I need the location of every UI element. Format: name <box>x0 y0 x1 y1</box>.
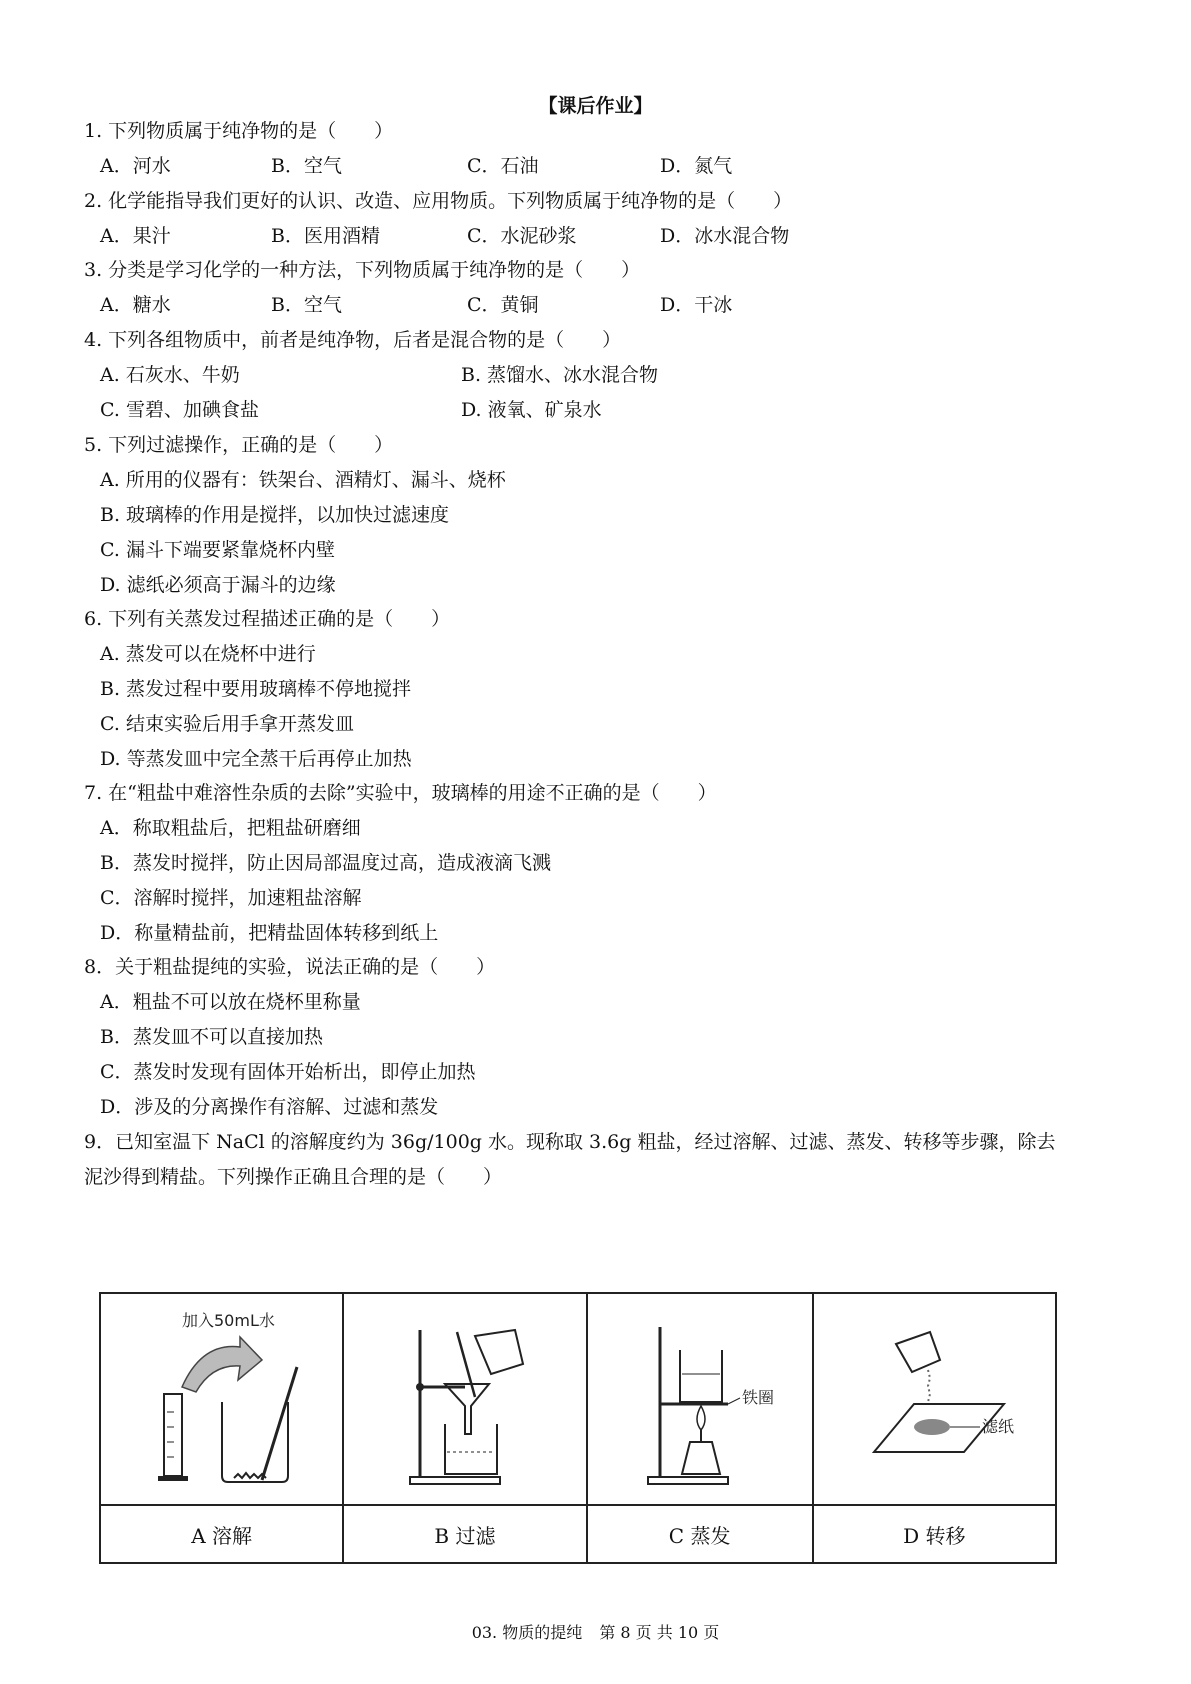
question-2-stem: 2. 化学能指导我们更好的认识、改造、应用物质。下列物质属于纯净物的是（ ） <box>84 190 793 212</box>
question-6-stem: 6. 下列有关蒸发过程描述正确的是（ ） <box>84 608 451 630</box>
caption-b: B 过滤 <box>343 1505 586 1563</box>
question-1-option-a: A．河水 <box>100 155 171 177</box>
diagram-cell-d <box>813 1293 1056 1505</box>
iron-stand-base <box>410 1477 500 1484</box>
question-2-option-b: B．医用酒精 <box>271 225 380 247</box>
question-3-stem: 3. 分类是学习化学的一种方法，下列物质属于纯净物的是（ ） <box>84 259 641 281</box>
experiment-diagram-table <box>99 1292 1057 1564</box>
question-6-option-a: A. 蒸发可以在烧杯中进行 <box>100 643 316 665</box>
salt-grains <box>234 1473 266 1478</box>
evaporating-dish <box>896 1332 940 1372</box>
pouring-beaker <box>475 1330 523 1374</box>
question-1-option-c: C．石油 <box>467 155 539 177</box>
question-5-option-d: D. 滤纸必须高于漏斗的边缘 <box>100 574 336 596</box>
question-4-option-c: C. 雪碧、加碘食盐 <box>100 399 259 421</box>
curved-arrow-icon <box>182 1337 262 1392</box>
question-8-option-b: B．蒸发皿不可以直接加热 <box>100 1026 323 1048</box>
glass-rod <box>262 1367 297 1480</box>
footer-page-number: 第 8 页 共 10 页 <box>599 1623 720 1642</box>
question-8-option-c: C．蒸发时发现有固体开始析出，即停止加热 <box>100 1061 476 1083</box>
question-1-option-d: D．氮气 <box>660 155 733 177</box>
diagram-cell-c <box>587 1293 813 1505</box>
caption-a: A 溶解 <box>100 1505 343 1563</box>
question-6-option-c: C. 结束实验后用手拿开蒸发皿 <box>100 713 354 735</box>
question-5-option-c: C. 漏斗下端要紧靠烧杯内壁 <box>100 539 335 561</box>
question-3-option-b: B．空气 <box>271 294 342 316</box>
beaker <box>222 1402 288 1482</box>
question-7-option-d: D．称量精盐前，把精盐固体转移到纸上 <box>100 922 439 944</box>
graduated-cylinder <box>164 1394 182 1476</box>
question-3-option-a: A．糖水 <box>100 294 171 316</box>
question-5-stem: 5. 下列过滤操作，正确的是（ ） <box>84 434 394 456</box>
funnel <box>445 1384 489 1434</box>
question-1-stem: 1. 下列物质属于纯净物的是（ ） <box>84 120 394 142</box>
iron-stand-base <box>648 1477 728 1484</box>
question-4-stem: 4. 下列各组物质中，前者是纯净物，后者是混合物的是（ ） <box>84 329 622 351</box>
filtration-diagram <box>365 1302 565 1492</box>
page-footer <box>0 1620 1191 1643</box>
question-4-option-d: D. 液氧、矿泉水 <box>461 399 602 421</box>
question-9-stem-line1: 9．已知室温下 NaCl 的溶解度约为 36g/100g 水。现称取 3.6g 粗盐，经过溶解、过滤、蒸发、转移等步骤，除去 <box>84 1131 1056 1153</box>
question-5-option-b: B. 玻璃棒的作用是搅拌，以加快过滤速度 <box>100 504 450 526</box>
add-water-label: 加入50mL水 <box>181 1311 275 1330</box>
question-7-option-c: C．溶解时搅拌，加速粗盐溶解 <box>100 887 362 909</box>
question-6-option-d: D. 等蒸发皿中完全蒸干后再停止加热 <box>100 748 412 770</box>
question-7-option-a: A．称取粗盐后，把粗盐研磨细 <box>100 817 361 839</box>
question-1-option-b: B．空气 <box>271 155 342 177</box>
falling-salt <box>928 1370 930 1402</box>
question-4-option-b: B. 蒸馏水、冰水混合物 <box>461 364 659 386</box>
caption-d: D 转移 <box>813 1505 1056 1563</box>
question-8-option-d: D．涉及的分离操作有溶解、过滤和蒸发 <box>100 1096 439 1118</box>
dissolve-diagram <box>122 1302 322 1492</box>
diagram-cell-a <box>100 1293 343 1505</box>
diagram-cell-b <box>343 1293 586 1505</box>
question-3-option-d: D．干冰 <box>660 294 733 316</box>
question-4-option-a: A. 石灰水、牛奶 <box>100 364 240 386</box>
salt-pile <box>914 1419 950 1435</box>
question-6-option-b: B. 蒸发过程中要用玻璃棒不停地搅拌 <box>100 678 412 700</box>
question-8-stem: 8．关于粗盐提纯的实验，说法正确的是（ ） <box>84 956 496 978</box>
question-9-stem-line2: 泥沙得到精盐。下列操作正确且合理的是（ ） <box>84 1166 503 1188</box>
section-title: 【课后作业】 <box>538 95 653 117</box>
iron-ring-label: 铁圈 <box>741 1388 774 1407</box>
caption-c: C 蒸发 <box>587 1505 813 1563</box>
question-8-option-a: A．粗盐不可以放在烧杯里称量 <box>100 991 361 1013</box>
flame-icon <box>697 1406 705 1430</box>
question-7-stem: 7. 在“粗盐中难溶性杂质的去除”实验中，玻璃棒的用途不正确的是（ ） <box>84 782 717 804</box>
transfer-diagram <box>834 1302 1034 1492</box>
question-5-option-a: A. 所用的仪器有：铁架台、酒精灯、漏斗、烧杯 <box>100 469 506 491</box>
question-2-option-a: A．果汁 <box>100 225 171 247</box>
beaker-on-ring <box>680 1350 722 1402</box>
alcohol-lamp <box>682 1442 720 1474</box>
question-3-option-c: C．黄铜 <box>467 294 539 316</box>
footer-doc-title: 03. 物质的提纯 <box>471 1623 583 1642</box>
evaporation-diagram <box>600 1302 800 1492</box>
question-2-option-c: C．水泥砂浆 <box>467 225 577 247</box>
question-2-option-d: D．冰水混合物 <box>660 225 790 247</box>
question-7-option-b: B．蒸发时搅拌，防止因局部温度过高，造成液滴飞溅 <box>100 852 551 874</box>
filter-paper-label: 滤纸 <box>982 1417 1015 1436</box>
